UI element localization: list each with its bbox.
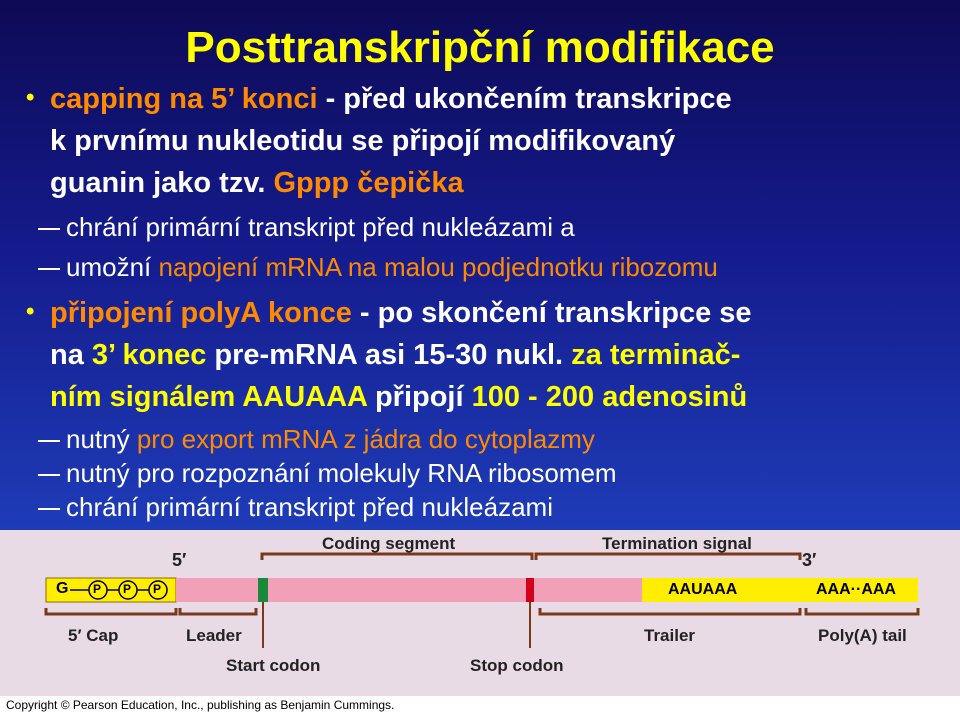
subitem-highlight: pro export mRNA z jádra do cytoplazmy <box>136 424 595 454</box>
gppp-cap-term: Gppp čepička <box>273 167 464 199</box>
trailer-bracket <box>540 608 800 614</box>
termination-term: za terminač- <box>571 339 741 371</box>
polya-sequence-label: AAA··AAA <box>816 581 896 598</box>
termination-signal-label: Termination signal <box>602 534 752 553</box>
trailer-label: Trailer <box>644 626 696 645</box>
polya-bracket <box>806 608 918 614</box>
subitem-text: nutný pro rozpoznání molekuly RNA ribosomem <box>66 458 617 488</box>
phosphate-label: P <box>123 582 132 596</box>
polya-term: připojení polyA konce <box>50 297 352 329</box>
bullet-marker: • <box>26 84 35 111</box>
bullet-marker: • <box>26 298 35 325</box>
bullet1-subitem <box>66 212 575 242</box>
dash-icon <box>38 440 60 442</box>
copyright-note: Copyright © Pearson Education, Inc., publishing as Benjamin Cummings. <box>6 698 395 712</box>
bullet2-line1 <box>50 296 752 330</box>
polya-tail-label: Poly(A) tail <box>818 626 907 645</box>
leader-label: Leader <box>186 626 242 645</box>
subitem-text: umožní <box>66 252 159 282</box>
stop-codon-label: Stop codon <box>470 656 564 675</box>
three-prime-label: 3′ <box>802 550 817 570</box>
aauaaa-label: AAUAAA <box>668 581 738 598</box>
dash-icon <box>38 228 60 230</box>
bullet2-line3 <box>50 380 747 414</box>
bullet1-subitem <box>66 252 718 282</box>
start-codon-label: Start codon <box>226 656 321 675</box>
coding-segment-label: Coding segment <box>322 534 456 553</box>
subitem-highlight: napojení mRNA na malou podjednotku ribozomu <box>158 252 718 282</box>
bullet2-subitem <box>66 492 553 522</box>
bullet2-line1-rest: - po skončení transkripce se <box>351 297 752 329</box>
phosphate-label: P <box>153 582 162 596</box>
phosphate-label: P <box>93 582 102 596</box>
leader-bracket <box>180 608 256 614</box>
subitem-text: chrání primární transkript před nukleázami a <box>66 212 575 242</box>
trailer-segment <box>534 578 642 602</box>
subitem-text: nutný <box>66 424 137 454</box>
five-prime-label: 5′ <box>172 550 187 570</box>
slide-title: Posttranskripční modifikace <box>185 23 775 72</box>
guanine-label: G <box>56 580 69 597</box>
start-codon-mark <box>258 578 268 602</box>
signal-term: ním signálem AAUAAA <box>50 381 367 413</box>
three-prime-term: 3’ konec <box>91 339 207 371</box>
mrna-diagram <box>0 530 960 716</box>
subitem-text: chrání primární transkript před nukleázami <box>66 492 553 522</box>
text-span: připojí <box>366 381 472 413</box>
bullet1-line2: k prvnímu nukleotidu se připojí modifikovaný <box>50 125 676 157</box>
text-span: pre-mRNA asi 15-30 nukl. <box>206 339 572 371</box>
coding-segment <box>268 578 526 602</box>
bullet1-line3-a: guanin jako tzv. <box>50 167 274 199</box>
stop-codon-mark <box>526 578 534 602</box>
dash-icon <box>38 474 60 476</box>
dash-icon <box>38 508 60 510</box>
bullet1-line1 <box>50 82 732 116</box>
bullet1-line1-rest: - před ukončením transkripce <box>317 83 732 115</box>
text-span: na <box>50 339 92 371</box>
bullet1-line3 <box>50 166 464 200</box>
bullet2-subitem <box>66 424 595 454</box>
bullet2-line2 <box>50 338 740 372</box>
capping-term: capping na 5’ konci <box>50 83 318 115</box>
adenosine-term: 100 - 200 adenosinů <box>471 381 748 413</box>
termination-bracket <box>536 554 800 560</box>
leader-segment <box>176 578 258 602</box>
cap-bracket <box>46 608 176 614</box>
coding-segment-bracket <box>262 554 532 560</box>
five-cap-label: 5′ Cap <box>68 626 119 645</box>
dash-icon <box>38 268 60 270</box>
bullet2-subitem <box>66 458 617 488</box>
